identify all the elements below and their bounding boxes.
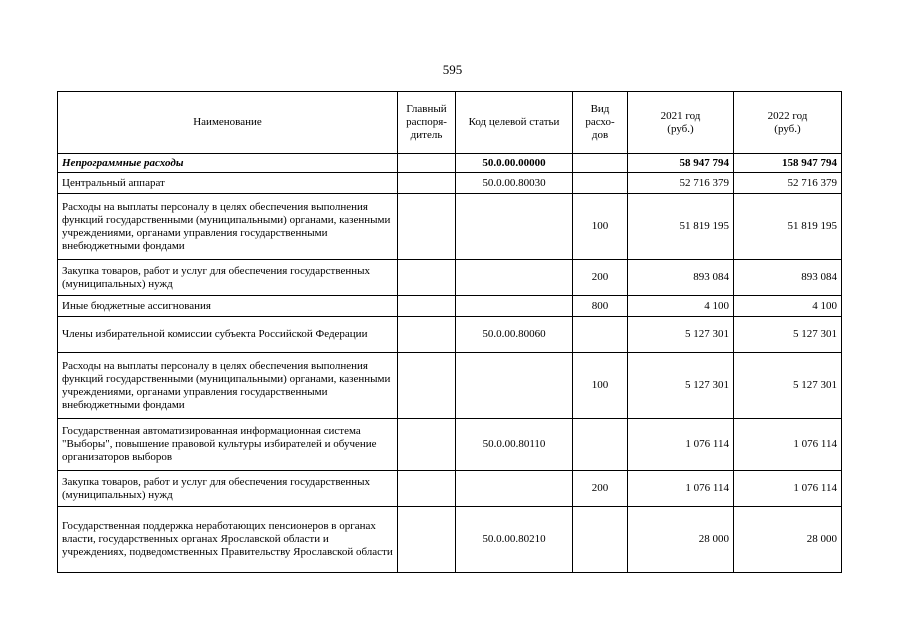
row-expense-type (573, 317, 628, 353)
header-main-manager: Главный распоря-дитель (398, 92, 456, 154)
row-amount-2021: 51 819 195 (628, 194, 734, 260)
budget-table (57, 91, 842, 573)
row-target-code: 50.0.00.80030 (456, 173, 573, 194)
header-target-code: Код целевой статьи (456, 92, 573, 154)
row-main-manager (398, 173, 456, 194)
row-main-manager (398, 296, 456, 317)
row-expense-type: 200 (573, 260, 628, 296)
row-amount-2022: 51 819 195 (734, 194, 842, 260)
row-main-manager (398, 317, 456, 353)
row-amount-2022: 5 127 301 (734, 353, 842, 419)
row-amount-2021: 28 000 (628, 507, 734, 573)
row-expense-type: 200 (573, 471, 628, 507)
row-amount-2021: 1 076 114 (628, 419, 734, 471)
row-amount-2022: 1 076 114 (734, 419, 842, 471)
table-row (58, 507, 842, 573)
table-row (58, 317, 842, 353)
row-expense-type: 800 (573, 296, 628, 317)
row-amount-2021: 1 076 114 (628, 471, 734, 507)
row-target-code (456, 471, 573, 507)
row-target-code (456, 260, 573, 296)
row-main-manager (398, 507, 456, 573)
row-amount-2022: 4 100 (734, 296, 842, 317)
row-amount-2022: 28 000 (734, 507, 842, 573)
row-name: Расходы на выплаты персоналу в целях обеспечения выполнения функций государственными (муниципальными) органами, казенными учреждениями, органами управления государственными внебюджетными фондами (58, 353, 398, 419)
row-target-code (456, 194, 573, 260)
row-amount-2021: 893 084 (628, 260, 734, 296)
table-row (58, 471, 842, 507)
row-main-manager (398, 154, 456, 173)
row-name: Центральный аппарат (58, 173, 398, 194)
row-amount-2022: 1 076 114 (734, 471, 842, 507)
table-body (58, 154, 842, 573)
row-expense-type (573, 154, 628, 173)
row-expense-type (573, 419, 628, 471)
row-amount-2022: 5 127 301 (734, 317, 842, 353)
row-main-manager (398, 419, 456, 471)
table-header-row (58, 92, 842, 154)
row-expense-type (573, 507, 628, 573)
row-amount-2022: 52 716 379 (734, 173, 842, 194)
header-year-2021: 2021 год (руб.) (628, 92, 734, 154)
row-name: Государственная автоматизированная информационная система "Выборы", повышение правовой культуры избирателей и обучение организаторов выборов (58, 419, 398, 471)
row-target-code: 50.0.00.80110 (456, 419, 573, 471)
row-target-code (456, 296, 573, 317)
row-name: Закупка товаров, работ и услуг для обеспечения государственных (муниципальных) нужд (58, 260, 398, 296)
row-main-manager (398, 194, 456, 260)
row-name: Государственная поддержка неработающих пенсионеров в органах власти, государственных органах Ярославской области и учреждениях, подведомственных Правительству Ярославской области (58, 507, 398, 573)
row-main-manager (398, 260, 456, 296)
row-target-code: 50.0.00.80060 (456, 317, 573, 353)
row-name: Закупка товаров, работ и услуг для обеспечения государственных (муниципальных) нужд (58, 471, 398, 507)
row-amount-2022: 158 947 794 (734, 154, 842, 173)
row-target-code (456, 353, 573, 419)
row-expense-type (573, 173, 628, 194)
table-row (58, 260, 842, 296)
row-amount-2021: 52 716 379 (628, 173, 734, 194)
header-expense-type: Вид расхо-дов (573, 92, 628, 154)
table-row (58, 353, 842, 419)
row-name: Расходы на выплаты персоналу в целях обеспечения выполнения функций государственными (муниципальными) органами, казенными учреждениями, органами управления государственными внебюджетными фондами (58, 194, 398, 260)
row-amount-2021: 58 947 794 (628, 154, 734, 173)
row-expense-type: 100 (573, 194, 628, 260)
row-amount-2021: 5 127 301 (628, 317, 734, 353)
table-row (58, 194, 842, 260)
row-name: Непрограммные расходы (58, 154, 398, 173)
table-row (58, 296, 842, 317)
header-year-2022: 2022 год (руб.) (734, 92, 842, 154)
row-name: Члены избирательной комиссии субъекта Российской Федерации (58, 317, 398, 353)
row-amount-2021: 4 100 (628, 296, 734, 317)
row-amount-2022: 893 084 (734, 260, 842, 296)
table-row (58, 154, 842, 173)
row-name: Иные бюджетные ассигнования (58, 296, 398, 317)
header-name: Наименование (58, 92, 398, 154)
page-number: 595 (442, 62, 463, 77)
row-expense-type: 100 (573, 353, 628, 419)
row-main-manager (398, 353, 456, 419)
row-amount-2021: 5 127 301 (628, 353, 734, 419)
row-main-manager (398, 471, 456, 507)
table-row (58, 173, 842, 194)
row-target-code: 50.0.00.00000 (456, 154, 573, 173)
table-row (58, 419, 842, 471)
row-target-code: 50.0.00.80210 (456, 507, 573, 573)
